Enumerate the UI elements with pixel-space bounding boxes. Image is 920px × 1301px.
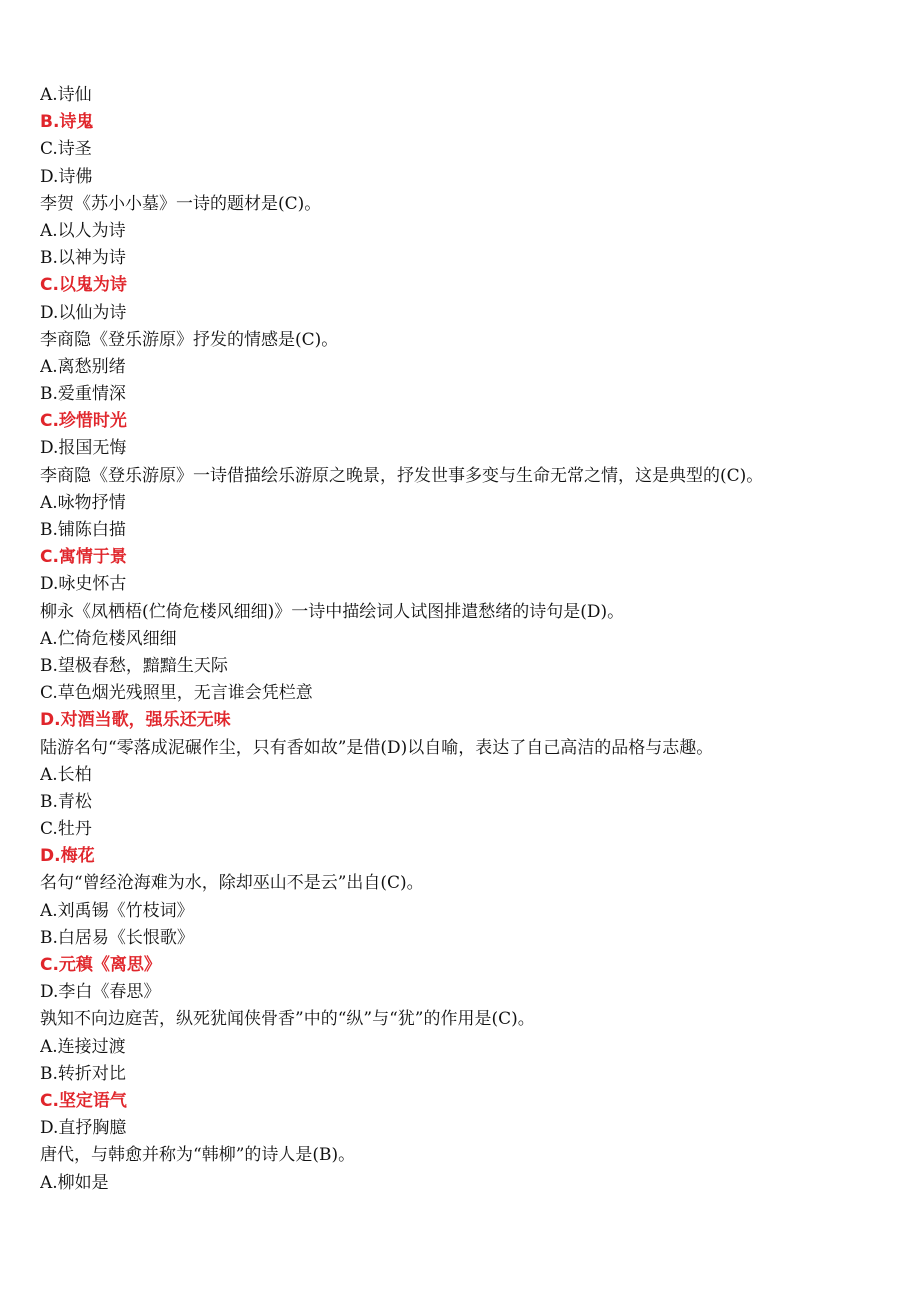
correct-answer-line: D.梅花 — [40, 846, 95, 867]
option-line: B.以神为诗 — [40, 248, 126, 269]
option-line: A.以人为诗 — [40, 220, 126, 241]
option-line: A.柳如是 — [40, 1172, 109, 1193]
option-line: D.诗佛 — [40, 166, 93, 187]
question-line: 柳永《凤栖梧(伫倚危楼风细细)》一诗中描绘词人试图排遣愁绪的诗句是(D)。 — [40, 601, 625, 622]
option-line: A.长柏 — [40, 764, 92, 785]
correct-answer-line: B.诗鬼 — [40, 112, 94, 133]
question-line: 孰知不向边庭苦，纵死犹闻侠骨香”中的“纵”与“犹”的作用是(C)。 — [40, 1009, 535, 1030]
question-line: 李商隐《登乐游原》抒发的情感是(C)。 — [40, 329, 339, 350]
option-line: D.以仙为诗 — [40, 302, 127, 323]
correct-answer-line: C.珍惜时光 — [40, 411, 127, 432]
option-line: C.牡丹 — [40, 819, 92, 840]
option-line: C.草色烟光残照里，无言谁会凭栏意 — [40, 683, 313, 704]
question-line: 李贺《苏小小墓》一诗的题材是(C)。 — [40, 193, 322, 214]
option-line: B.转折对比 — [40, 1063, 126, 1084]
correct-answer-line: C.坚定语气 — [40, 1090, 127, 1111]
option-line: A.连接过渡 — [40, 1036, 126, 1057]
question-line: 李商隐《登乐游原》一诗借描绘乐游原之晚景，抒发世事多变与生命无常之情，这是典型的(C)。 — [40, 465, 764, 486]
document-page — [40, 82, 890, 1197]
option-line: B.爱重情深 — [40, 384, 126, 405]
option-line: D.直抒胸臆 — [40, 1118, 127, 1139]
correct-answer-line: D.对酒当歌，强乐还无味 — [40, 710, 231, 731]
option-line: A.刘禹锡《竹枝词》 — [40, 900, 194, 921]
option-line: B.白居易《长恨歌》 — [40, 927, 194, 948]
option-line: B.青松 — [40, 791, 92, 812]
option-line: C.诗圣 — [40, 139, 92, 160]
question-line: 名句“曾经沧海难为水，除却巫山不是云”出自(C)。 — [40, 873, 424, 894]
option-line: D.报国无悔 — [40, 438, 127, 459]
option-line: D.咏史怀古 — [40, 574, 127, 595]
correct-answer-line: C.以鬼为诗 — [40, 275, 127, 296]
option-line: A.伫倚危楼风细细 — [40, 628, 177, 649]
question-line: 陆游名句“零落成泥碾作尘，只有香如故”是借(D)以自喻，表达了自己高洁的品格与志趣。 — [40, 737, 714, 758]
option-line: B.铺陈白描 — [40, 520, 126, 540]
correct-answer-line: C.元稹《离思》 — [40, 955, 161, 975]
option-line: D.李白《春思》 — [40, 982, 161, 1003]
option-line: A.诗仙 — [40, 85, 92, 105]
option-line: B.望极春愁，黯黯生天际 — [40, 655, 228, 676]
option-line: A.离愁别绪 — [40, 356, 126, 377]
question-line: 唐代，与韩愈并称为“韩柳”的诗人是(B)。 — [40, 1145, 356, 1166]
option-line: A.咏物抒情 — [40, 492, 126, 513]
correct-answer-line: C.寓情于景 — [40, 547, 127, 568]
